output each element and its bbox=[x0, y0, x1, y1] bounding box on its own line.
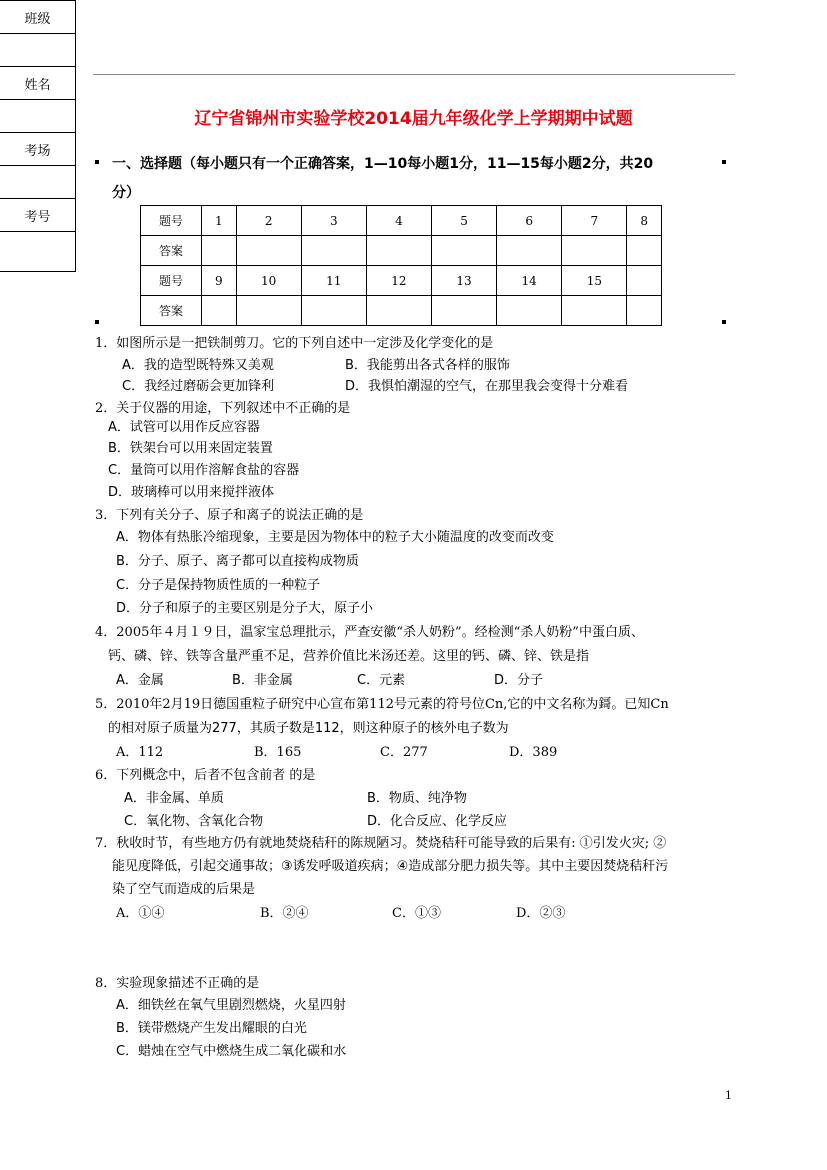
question-number-cell: 10 bbox=[236, 266, 301, 296]
corner-mark bbox=[95, 160, 99, 164]
question-8-option-b: B．镁带燃烧产生发出耀眼的白光 bbox=[116, 1021, 307, 1036]
question-number-cell: 2 bbox=[236, 206, 301, 236]
question-6-option-b: B．物质、纯净物 bbox=[367, 791, 467, 806]
question-number-cell: 9 bbox=[202, 266, 237, 296]
class-label: 班级 bbox=[0, 1, 75, 34]
question-number-cell: 5 bbox=[431, 206, 496, 236]
question-number-cell: 15 bbox=[562, 266, 627, 296]
exam-room-label: 考场 bbox=[0, 133, 75, 166]
page-title: 辽宁省锦州市实验学校2014届九年级化学上学期期中试题 bbox=[194, 109, 633, 129]
exam-room-field[interactable] bbox=[0, 166, 75, 199]
question-1-option-d: D．我惧怕潮湿的空气，在那里我会变得十分难看 bbox=[345, 379, 629, 394]
question-number-cell: 8 bbox=[627, 206, 662, 236]
question-number-cell: 12 bbox=[366, 266, 431, 296]
answer-cell[interactable] bbox=[366, 236, 431, 266]
question-6-option-d: D．化合反应、化学反应 bbox=[367, 814, 508, 829]
question-5-stem-line2: 的相对原子质量为277，其质子数是112，则这种原子的核外电子数为 bbox=[108, 721, 509, 736]
row-label: 题号 bbox=[141, 266, 202, 296]
question-7-option-b: B．②④ bbox=[260, 906, 309, 921]
row-label: 答案 bbox=[141, 296, 202, 326]
answer-table bbox=[140, 205, 662, 326]
answer-cell[interactable] bbox=[301, 296, 366, 326]
answer-cell[interactable] bbox=[301, 236, 366, 266]
answer-cell[interactable] bbox=[562, 236, 627, 266]
table-row bbox=[141, 296, 662, 326]
question-number-cell: 4 bbox=[366, 206, 431, 236]
answer-cell[interactable] bbox=[202, 296, 237, 326]
section-heading bbox=[112, 150, 722, 208]
question-5-option-a: A．112 bbox=[116, 745, 164, 760]
row-label: 答案 bbox=[141, 236, 202, 266]
question-3-option-d: D．分子和原子的主要区别是分子大，原子小 bbox=[116, 601, 374, 616]
question-2-option-a: A．试管可以用作反应容器 bbox=[108, 420, 260, 435]
page-number: 1 bbox=[725, 1089, 732, 1102]
question-6-option-a: A．非金属、单质 bbox=[124, 791, 224, 806]
question-8-stem: 8．实验现象描述不正确的是 bbox=[95, 976, 260, 991]
exam-number-label: 考号 bbox=[0, 199, 75, 232]
question-3-option-a: A．物体有热胀冷缩现象，主要是因为物体中的粒子大小随温度的改变而改变 bbox=[116, 530, 554, 545]
section-heading-line1: 一、选择题（每小题只有一个正确答案，1—10每小题1分，11—15每小题2分，共20 bbox=[112, 156, 654, 172]
question-7-option-c: C．①③ bbox=[392, 906, 441, 921]
answer-cell[interactable] bbox=[431, 296, 496, 326]
question-4-option-d: D．分子 bbox=[494, 673, 544, 688]
question-number-cell: 1 bbox=[202, 206, 237, 236]
answer-cell[interactable] bbox=[431, 236, 496, 266]
row-label: 题号 bbox=[141, 206, 202, 236]
answer-cell[interactable] bbox=[497, 236, 562, 266]
question-3-stem: 3．下列有关分子、原子和离子的说法正确的是 bbox=[95, 508, 364, 523]
question-5-option-c: C．277 bbox=[380, 745, 428, 760]
question-4-option-b: B．非金属 bbox=[232, 673, 293, 688]
answer-cell[interactable] bbox=[497, 296, 562, 326]
answer-cell[interactable] bbox=[366, 296, 431, 326]
corner-mark bbox=[722, 160, 726, 164]
question-1-option-c: C．我经过磨砺会更加锋利 bbox=[122, 379, 275, 394]
class-field[interactable] bbox=[0, 34, 75, 67]
question-7-stem-line3: 染了空气而造成的后果是 bbox=[112, 882, 256, 897]
question-4-stem-line1: 4．2005年４月１９日，温家宝总理批示，严查安徽“杀人奶粉”。经检测“杀人奶粉”中蛋白质、 bbox=[95, 625, 644, 640]
question-number-cell: 3 bbox=[301, 206, 366, 236]
question-2-stem: 2．关于仪器的用途，下列叙述中不正确的是 bbox=[95, 401, 351, 416]
question-7-option-a: A．①④ bbox=[116, 906, 165, 921]
question-number-cell bbox=[627, 266, 662, 296]
question-8-option-a: A．细铁丝在氧气里剧烈燃烧，火星四射 bbox=[116, 998, 346, 1013]
question-5-option-d: D．389 bbox=[509, 745, 558, 760]
question-number-cell: 6 bbox=[497, 206, 562, 236]
section-heading-line2: 分） bbox=[112, 185, 140, 201]
table-row bbox=[141, 266, 662, 296]
question-4-option-c: C．元素 bbox=[357, 673, 406, 688]
corner-mark bbox=[722, 320, 726, 324]
name-label: 姓名 bbox=[0, 67, 75, 100]
question-6-option-c: C．氧化物、含氧化合物 bbox=[124, 814, 264, 829]
table-row bbox=[141, 236, 662, 266]
table-row bbox=[141, 206, 662, 236]
question-7-stem-line1: 7．秋收时节，有些地方仍有就地焚烧秸秆的陈规陋习。焚烧秸秆可能导致的后果有: ①引发火灾; ② bbox=[95, 836, 667, 851]
question-7-stem-line2: 能见度降低，引起交通事故；③诱发呼吸道疾病；④造成部分肥力损失等。其中主要因焚烧秸秆污 bbox=[112, 859, 669, 874]
question-number-cell: 13 bbox=[431, 266, 496, 296]
question-2-option-c: C．量筒可以用作溶解食盐的容器 bbox=[108, 463, 300, 478]
answer-cell[interactable] bbox=[562, 296, 627, 326]
question-1-stem: 1．如图所示是一把铁制剪刀。它的下列自述中一定涉及化学变化的是 bbox=[95, 336, 494, 351]
answer-cell[interactable] bbox=[202, 236, 237, 266]
answer-cell[interactable] bbox=[627, 296, 662, 326]
student-info-box bbox=[0, 0, 76, 272]
answer-cell[interactable] bbox=[627, 236, 662, 266]
question-2-option-d: D．玻璃棒可以用来搅拌液体 bbox=[108, 485, 275, 500]
question-1-option-b: B．我能剪出各式各样的服饰 bbox=[345, 358, 510, 373]
header-rule bbox=[93, 74, 735, 75]
question-6-stem: 6．下列概念中，后者不包含前者 的是 bbox=[95, 768, 316, 783]
question-8-option-c: C．蜡烛在空气中燃烧生成二氧化碳和水 bbox=[116, 1044, 347, 1059]
question-7-option-d: D．②③ bbox=[516, 906, 566, 921]
question-number-cell: 14 bbox=[497, 266, 562, 296]
question-3-option-b: B．分子、原子、离子都可以直接构成物质 bbox=[116, 554, 359, 569]
question-2-option-b: B．铁架台可以用来固定装置 bbox=[108, 441, 273, 456]
answer-cell[interactable] bbox=[236, 236, 301, 266]
question-3-option-c: C．分子是保持物质性质的一种粒子 bbox=[116, 578, 321, 593]
question-1-option-a: A．我的造型既特殊又美观 bbox=[122, 358, 274, 373]
answer-cell[interactable] bbox=[236, 296, 301, 326]
question-5-option-b: B．165 bbox=[254, 745, 302, 760]
corner-mark bbox=[95, 320, 99, 324]
question-4-option-a: A．金属 bbox=[116, 673, 164, 688]
question-5-stem-line1: 5．2010年2月19日德国重粒子研究中心宣布第112号元素的符号位Cn,它的中文名称为鎶。已知Cn bbox=[95, 697, 669, 712]
question-number-cell: 11 bbox=[301, 266, 366, 296]
question-number-cell: 7 bbox=[562, 206, 627, 236]
exam-number-field[interactable] bbox=[0, 232, 75, 264]
question-4-stem-line2: 钙、磷、锌、铁等含量严重不足，营养价值比米汤还差。这里的钙、磷、锌、铁是指 bbox=[108, 649, 590, 664]
